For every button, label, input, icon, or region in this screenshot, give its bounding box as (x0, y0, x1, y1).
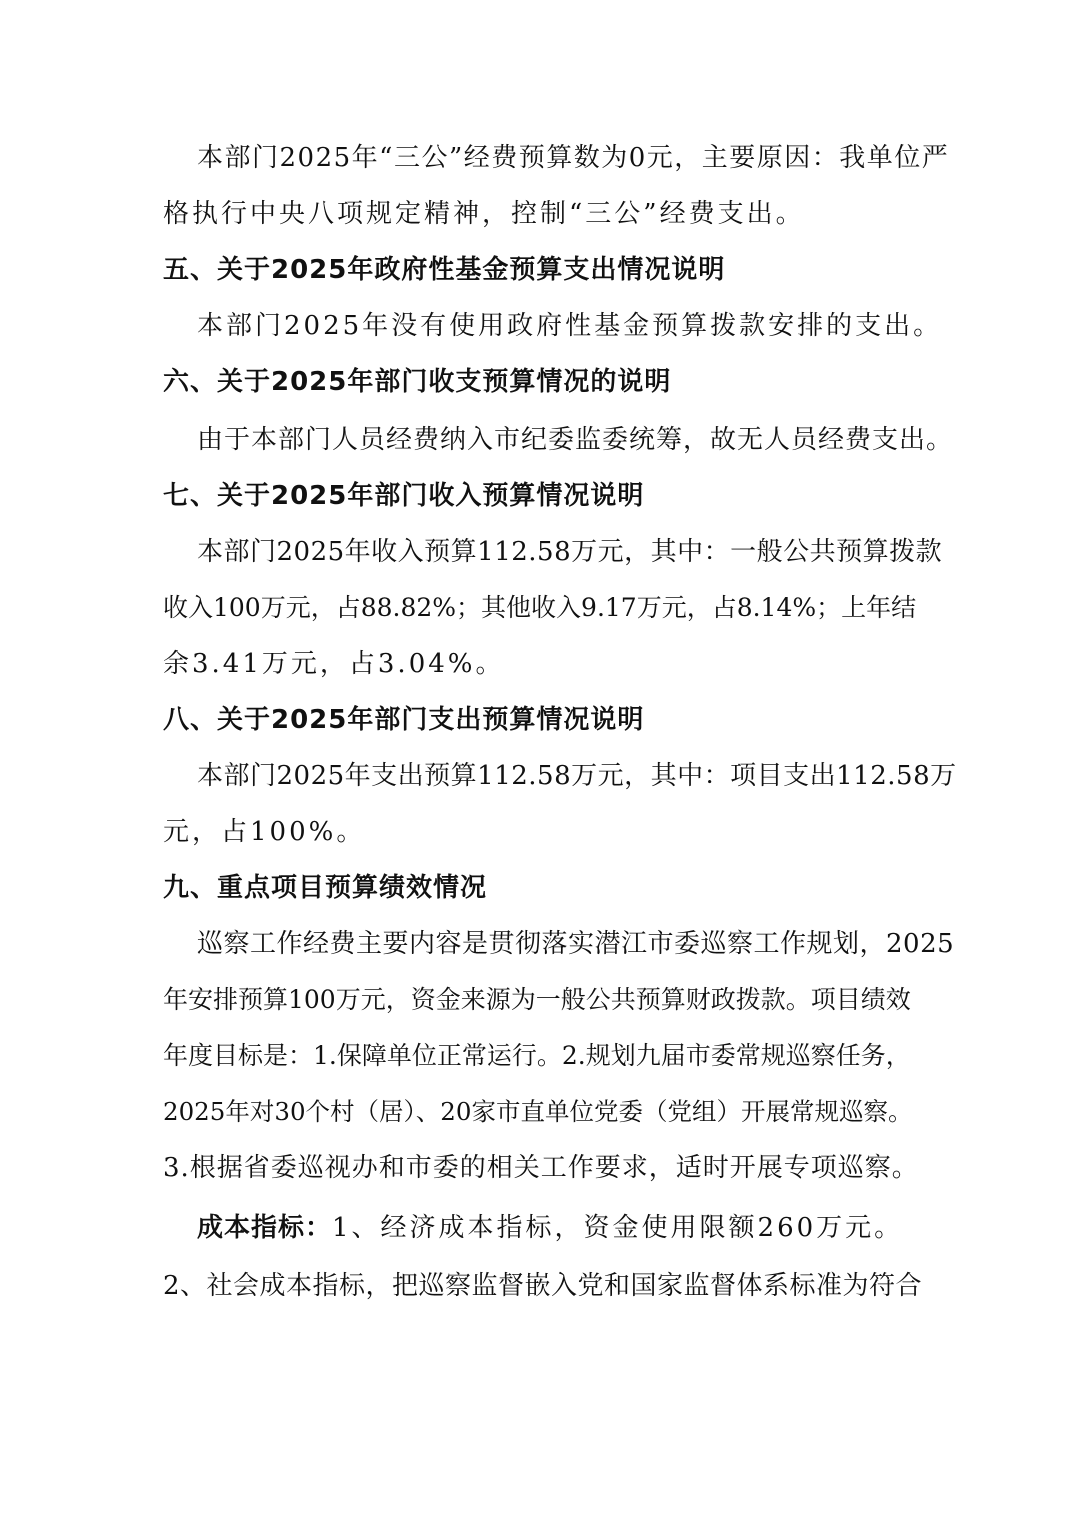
paragraph-line: 3.根据省委巡视办和市委的相关工作要求，适时开展专项巡察。 (163, 1153, 919, 1183)
section-heading-5: 五、关于2025年政府性基金预算支出情况说明 (163, 255, 726, 285)
paragraph-line: 本部门2025年收入预算112.58万元，其中：一般公共预算拨款 (197, 537, 943, 567)
section-heading-8: 八、关于2025年部门支出预算情况说明 (163, 705, 645, 735)
paragraph-line: 2、社会成本指标，把巡察监督嵌入党和国家监督体系标准为符合 (163, 1271, 923, 1301)
paragraph-line: 巡察工作经费主要内容是贯彻落实潜江市委巡察工作规划，2025 (197, 929, 955, 959)
paragraph-line: 年安排预算100万元，资金来源为一般公共预算财政拨款。项目绩效 (163, 985, 911, 1014)
paragraph-line: 格执行中央八项规定精神，控制“三公”经费支出。 (163, 199, 805, 229)
paragraph-line (197, 1208, 957, 1248)
paragraph-line: 元，占100%。 (163, 817, 366, 847)
paragraph-line: 年度目标是：1.保障单位正常运行。2.规划九届市委常规巡察任务， (163, 1041, 911, 1070)
cost-indicator-label: 成本指标： (197, 1213, 333, 1243)
paragraph-line: 收入100万元，占88.82%；其他收入9.17万元，占8.14%；上年结 (163, 593, 917, 622)
section-heading-6: 六、关于2025年部门收支预算情况的说明 (163, 367, 672, 397)
paragraph-line: 2025年对30个村（居）、20家市直单位党委（党组）开展常规巡察。 (163, 1097, 913, 1126)
paragraph-line: 本部门2025年支出预算112.58万元，其中：项目支出112.58万 (197, 761, 957, 791)
paragraph-line: 本部门2025年没有使用政府性基金预算拨款安排的支出。 (197, 311, 943, 341)
paragraph-line: 本部门2025年“三公”经费预算数为0元，主要原因：我单位严 (197, 143, 950, 173)
cost-indicator-text: 1、经济成本指标，资金使用限额260万元。 (332, 1213, 904, 1243)
section-heading-9: 九、重点项目预算绩效情况 (163, 873, 488, 903)
paragraph-line: 由于本部门人员经费纳入市纪委监委统筹，故无人员经费支出。 (197, 425, 954, 455)
paragraph-line: 余3.41万元，占3.04%。 (163, 649, 505, 679)
section-heading-7: 七、关于2025年部门收入预算情况说明 (163, 481, 645, 511)
